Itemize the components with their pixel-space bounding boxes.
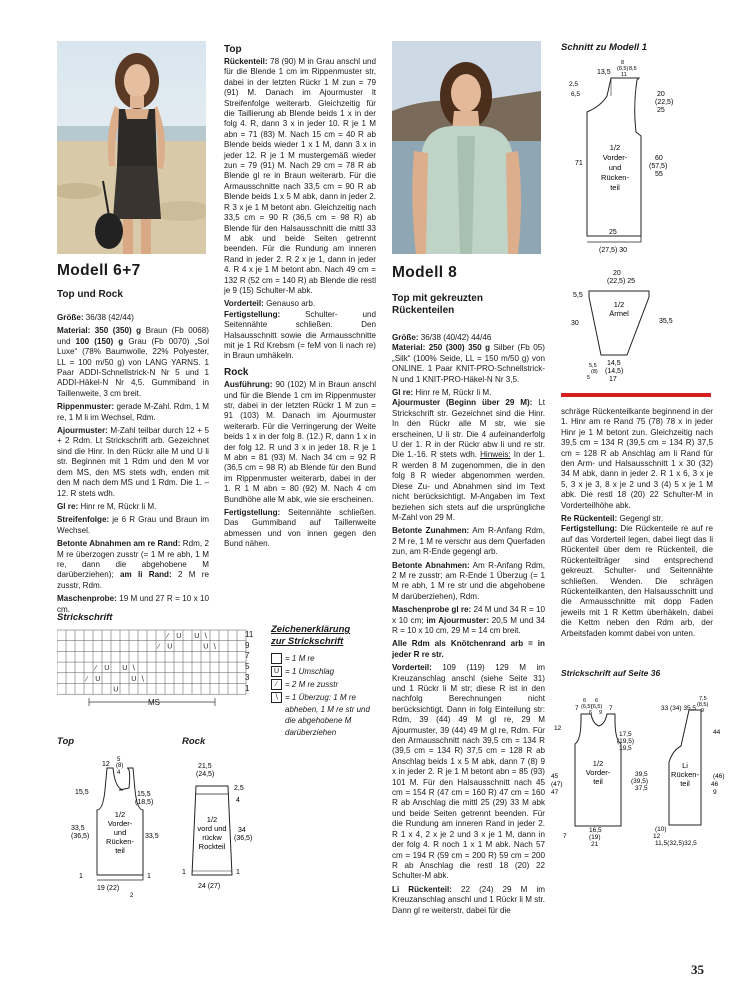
svg-text:7: 7 [609, 705, 613, 712]
rock-dim: 1 [182, 869, 186, 876]
chart-symbol: U [203, 643, 209, 651]
svg-text:(27,5) 30: (27,5) 30 [599, 247, 628, 254]
svg-text:1/2: 1/2 [114, 810, 126, 819]
model-8-photo [392, 41, 541, 254]
legend-item-knit: = 1 M re [271, 653, 381, 664]
top-fertigstellung-paragraph: Fertigstellung: Schulter- und Seitennähte schließen. Den Halsausschnitt sowie die Armausschnitte mit je 1 Rd Krebsm (= feM von li nach re) in Braun umhäkeln. [224, 309, 376, 361]
rock-dim: 2,5 [234, 785, 244, 792]
m8-vorderteil-paragraph: Vorderteil: 109 (119) 129 M im Kreuzanschlag anschl (siehe Seite 31) und 1 Rückr li M str; diese R ist in den nachfolg Berechnungen nicht berücksichtigt. Dann in folg Einteilung str: Rdm, 39 (44) 49 M gl re, 29 M Ajourmuster, 39 (44) 49 M gl re, Rdm. Für den Armausschnitt nach 39,5 cm = 134 R (39,5 cm = 134 R) 37,5 cm = 128 R ab Anschlag beids 1 x 5 M abk, dann 7 (8) 9 x in jeder 2. R je 1 M betont abn = 85 (93) 101 M. Für den Halsausschnitt nach 45 cm = 154 R (47 cm = 160 R) 47 cm = 160 R ab Anschlag die mittl 25 (29) 33 M abk und beide Seiten getrennt beenden. Für die Rundung am inneren Rand in jeder 2. R 1 x 4, 2 x je 2 und 3 x je 1 M, dann in der folg 4. R noch 1 x 1 M abk. Nach 57 cm = 194 R (59 cm = 200 R) 59 cm = 200 R ab Anschlag die restl 18 (20) 22 Schulter-M abk. [392, 663, 545, 881]
top-dim: 4 [117, 770, 121, 776]
svg-text:7: 7 [575, 705, 579, 712]
m8-groesse-paragraph: Größe: 36/38 (40/42) 44/46 [392, 333, 492, 342]
m8-material-paragraph: Material: 250 (300) 350 g Silber (Fb 05) „Silk“ (100% Seide, LL = 150 m/50 g) von ONLINE. 1 Paar KNIT-PRO-Schnellstrick-N und 1 KNIT-PRO-Häkel-N Nr 3,5. [392, 343, 545, 384]
svg-text:71: 71 [575, 160, 583, 167]
svg-text:25: 25 [657, 107, 665, 114]
chart-symbol: U [113, 686, 119, 694]
svg-text:(10): (10) [655, 826, 667, 833]
svg-text:17,5: 17,5 [619, 731, 632, 738]
m8-glre-paragraph: Gl re: Hinr re M, Rückr li M. [392, 388, 492, 398]
svg-text:teil: teil [680, 779, 690, 788]
svg-text:8,5: 8,5 [629, 66, 637, 72]
model-6-7-subtitle: Top und Rock [57, 289, 123, 300]
svg-text:12: 12 [653, 833, 661, 840]
svg-text:(22,5) 25: (22,5) 25 [607, 278, 636, 285]
top-dim: (8) [116, 763, 124, 769]
svg-text:(19,5): (19,5) [617, 738, 634, 745]
chart-symbol: ∖ [131, 665, 136, 673]
svg-text:rückw: rückw [202, 833, 222, 842]
strick8-title: Strickschrift auf Seite 36 [561, 668, 661, 678]
chart-symbol: ∕ [95, 665, 97, 673]
chart-symbol: ∖ [140, 675, 145, 683]
model-8-subtitle: Top mit gekreuzten Rückenteilen [392, 293, 483, 316]
svg-text:17: 17 [609, 376, 617, 383]
groesse-paragraph: Größe: 36/38 (42/44) [57, 313, 134, 322]
svg-text:(8,5): (8,5) [697, 702, 709, 708]
svg-text:46: 46 [711, 781, 719, 788]
model-6-7-photo [57, 41, 206, 254]
svg-text:2,5: 2,5 [569, 81, 579, 88]
svg-text:8: 8 [621, 60, 625, 66]
svg-text:35,5: 35,5 [659, 318, 673, 325]
svg-text:1/2: 1/2 [592, 759, 604, 768]
svg-text:(14,5): (14,5) [605, 368, 624, 375]
svg-text:44: 44 [713, 729, 721, 736]
top-dim: (36,5) [71, 833, 90, 840]
left-text-column [57, 313, 209, 618]
m8-re-rueckenteil-paragraph: Re Rückenteil: Gegengl str. [561, 514, 664, 524]
svg-text:1/2: 1/2 [609, 143, 621, 152]
top-rueckenteil-paragraph: Rückenteil: 78 (90) M in Grau anschl und für die Blende 1 cm im Rippenmuster str, dabei in der letzten Rückr 1 M zun = 79 (91) M. Danach im Ajourmuster lt Streifenfolge weiterarb. Gleichzeitig für die Taillierung ab Blende beids 1 x in der folg 4. R, dann 3 x in jeder 10. R je 1 M abn = 71 (83) M. Nach 15 cm = 40 R ab Blende beids wieder 1 x 1 M, dann 3 x in jeder 12. R je 1 M mustergemäß wieder zun = 79 (91) M. Nach 29 cm = 78 R ab Blende gl re in Braun weiterarb. Für die Armausschnitte nach 33,5 cm = 90 R ab Blende beids 1 x 5 M abk, dann in jeder 2. R 3 x je 1 M betont abn. Gleichzeitig nach 33,5 cm = 90 R (36,5 cm = 98 R) ab Blende für den Halsausschnitt die mittl 33 M abk und beide Seiten getrennt beenden. Für die Rundung am inneren Rand in jeder 2. R 2 x je 1, dann in jeder 4. R 4 x je 1 M betont abn. Nach 49 cm = 132 R (52 cm = 140 R) ab Blende die restl je 9 (15) Schulter-M abk. [224, 57, 376, 295]
rock-schnitt-title: Rock [182, 736, 206, 747]
svg-text:19,5: 19,5 [619, 745, 632, 752]
chart-symbol: ∕ [86, 675, 88, 683]
schnitt-modell-1-title: Schnitt zu Modell 1 [561, 42, 648, 53]
chart-symbol: U [104, 665, 110, 673]
chart-symbol: ∖ [203, 633, 208, 640]
legend-item-yarnover: U = 1 Umschlag [271, 666, 381, 677]
svg-text:20: 20 [657, 91, 665, 98]
svg-text:5: 5 [587, 375, 591, 381]
svg-text:47: 47 [551, 789, 559, 796]
modell-8-schnitt-diagram [551, 690, 731, 855]
svg-text:(6,5): (6,5) [591, 704, 603, 710]
svg-text:Rücken-: Rücken- [601, 173, 629, 182]
strickschrift-title: Strickschrift [57, 612, 113, 623]
m8-maschenprobe-paragraph: Maschenprobe gl re: 24 M und 34 R = 10 x 10 cm; im Ajourmuster: 20,5 M und 34 R = 10 x 10 cm, 29 M = 14 cm breit. [392, 605, 545, 635]
schnitt-modell-1-body-diagram [561, 56, 711, 256]
svg-text:Rockteil: Rockteil [198, 842, 226, 851]
legend-item-k2tog: ∕ = 2 M re zusstr [271, 679, 381, 690]
row-number: 9 [245, 640, 250, 650]
rippenmuster-paragraph: Rippenmuster: gerade M-Zahl. Rdm, 1 M re, 1 M li im Wechsel, Rdm. [57, 402, 209, 422]
svg-text:5,5: 5,5 [589, 363, 597, 369]
svg-text:9: 9 [713, 789, 717, 796]
svg-text:und: und [608, 163, 622, 172]
svg-text:1/2: 1/2 [206, 815, 218, 824]
top-dim: 15,5 [137, 791, 151, 798]
legend [271, 653, 381, 738]
maschenprobe-paragraph: Maschenprobe: 19 M und 27 R = 10 x 10 cm. [57, 594, 209, 614]
row-number: 7 [245, 651, 250, 661]
chart-symbol: U [167, 643, 173, 651]
svg-text:12: 12 [554, 725, 562, 732]
streifenfolge-paragraph: Streifenfolge: je 6 R Grau und Braun im Wechsel. [57, 515, 209, 535]
glre-paragraph: Gl re: Hinr re M, Rückr li M. [57, 501, 157, 511]
svg-text:1/2: 1/2 [613, 300, 625, 309]
legend-item-ueberzug: ∖ = 1 Überzug: 1 M re abheben, 1 M re str und die abgehobene M darüberziehen [271, 692, 381, 738]
row-number: 11 [245, 630, 254, 639]
chart-symbol: ∖ [212, 643, 217, 651]
m8-betonte-abnahmen-paragraph: Betonte Abnahmen: Am R-Anfang Rdm, 2 M re zusstr; am R-Ende 1 Überzug (= 1 M re abh, 1 M re str und die abgehobene M darüberziehen), Rdm. [392, 560, 545, 601]
top-dim: 33,5 [71, 825, 85, 832]
top-dim: (18,5) [135, 799, 154, 806]
svg-text:13,5: 13,5 [597, 69, 611, 76]
chart-symbol: U [131, 675, 137, 683]
svg-text:(8): (8) [591, 369, 598, 375]
page-number: 35 [691, 962, 704, 977]
svg-text:teil: teil [115, 846, 125, 855]
rock-dim: (24,5) [196, 771, 215, 778]
legend-title: Zeichenerklärung zur Strickschrift [271, 624, 351, 647]
rock-dim: (36,5) [234, 835, 253, 842]
strickschrift-row-numbers [245, 630, 253, 694]
accent-divider [561, 393, 711, 397]
svg-text:Vorder-: Vorder- [602, 153, 628, 162]
k2tog-symbol-icon: ∕ [271, 679, 282, 690]
m8-continuation-paragraph: schräge Rückenteilkante beginnend in der 1. Hinr am re Rand 75 (78) 78 x in jeder Hinr je 1 M betont zun. Gleichzeitig nach 39,5 cm = 134 R (39,5 cm = 134 R) 37,5 cm = 128 R ab Anschlag am li Rand für den Arm- und Halsausschnitt 1 x 30 (32) 34 M abk, dann in jeder 2. R 1 x 6, 3 x je 5, 3 x je 3, 8 x je 2 und 3 (4) 5 x je 1 M abk. Die restl 18 (20) 22 Schulter-M in Vorderteilhöhe abk. [561, 407, 713, 510]
strickschrift-ms-label: MS [148, 698, 160, 707]
svg-text:30: 30 [571, 320, 579, 327]
svg-text:(19): (19) [589, 834, 601, 841]
svg-text:Li: Li [682, 761, 688, 770]
modell-8-text-column [392, 333, 545, 919]
svg-text:7,5: 7,5 [699, 696, 707, 702]
betonte-abnahmen-paragraph: Betonte Abnahmen am re Rand: Rdm, 2 M re überzogen zusstr (= 1 M re abh, 1 M re, dann die abgehobene M darüberziehen); am li Rand: 2 M re zusstr, Rdm. [57, 539, 210, 590]
svg-text:21: 21 [591, 841, 599, 848]
svg-text:teil: teil [593, 777, 603, 786]
svg-text:39,5: 39,5 [635, 771, 648, 778]
top-dim: 1 [79, 873, 83, 880]
chart-symbol: ∕ [167, 633, 169, 640]
svg-text:vord und: vord und [197, 824, 227, 833]
svg-text:Rücken-: Rücken- [106, 837, 134, 846]
svg-text:Vorder-: Vorder- [585, 768, 611, 777]
svg-text:6: 6 [595, 698, 599, 704]
svg-text:20: 20 [613, 270, 621, 277]
svg-text:teil: teil [610, 183, 620, 192]
chart-symbol: U [95, 675, 101, 683]
rock-dim: 24 (27) [198, 883, 221, 890]
middle-text-column [224, 57, 376, 553]
row-number: 3 [245, 672, 250, 682]
svg-text:45: 45 [551, 773, 559, 780]
top-vorderteil-paragraph: Vorderteil: Genauso arb. [224, 299, 316, 309]
m8-li-rueckenteil-paragraph: Li Rückenteil: 22 (24) 29 M im Kreuzanschlag anschl und 1 Rückr li M str. Dann gl re weiterstr, dabei für die [392, 884, 545, 915]
svg-text:33 (34) 35,5: 33 (34) 35,5 [661, 705, 697, 712]
svg-text:Vorder-: Vorder- [107, 819, 133, 828]
rock-schnitt-diagram [182, 760, 272, 890]
top-dim: 33,5 [145, 833, 159, 840]
ajourmuster-paragraph: Ajourmuster: M-Zahl teilbar durch 12 + 5 + 2 Rdm. Lt Strickschrift arb. Gezeichnet sind die Hinr. In den Rückr alle M und U li str. Beginnen mit 1 Rdm und den M vor dem MS, den MS stets wdh, enden mit den M nach dem MS und 1 Rdm. Die 1. – 12. R stets wdh. [57, 426, 209, 498]
svg-text:14,5: 14,5 [607, 360, 621, 367]
top-dim: 5 [117, 757, 121, 763]
rock-dim: 21,5 [198, 763, 212, 770]
m8-fertigstellung-paragraph: Fertigstellung: Die Rückenteile re auf re auf das Vorderteil legen, dabei liegt das li Rückenteil über dem re Rückenteil, die Rückenteilträger sind entsprechend gekreuzt. Schulter- und Seitennähte schließen. Wenden. Die schrägen Rückenteilkanten, den Halsausschnitt und die Armausschnitte mit dopp Faden jeweils mit 1 R Kettm überhäkeln, dabei die Kettm neben den Rdm arb, der Arbeitsfaden kommt dabei von unten. [561, 524, 713, 638]
svg-text:9: 9 [599, 710, 603, 716]
svg-text:6,5: 6,5 [571, 91, 581, 98]
svg-text:55: 55 [655, 171, 663, 178]
svg-text:(47): (47) [551, 781, 563, 788]
svg-text:(46): (46) [713, 773, 725, 780]
svg-text:25: 25 [609, 229, 617, 236]
material-paragraph: Material: 350 (350) g Braun (Fb 0068) und 100 (150) g Grau (Fb 0070) „Sol Luxe“ (78% Baumwolle, 22% Polyester, LL = 100 m/50 g) von LANG YARNS. 1 Paar ADDI-Schnellstrick-N Nr 5 und 1 ADDI-Häkel-N Nr 4,5. Gummiband in Taillenweite, 3 cm breit. [57, 326, 209, 398]
chart-symbol: U [194, 633, 200, 640]
m8-rdm-paragraph: Alle Rdm als Knötchenrand arb = in jeder R re str. [392, 639, 545, 659]
model-8-title: Modell 8 [392, 264, 458, 281]
yarnover-symbol-icon: U [271, 666, 282, 677]
svg-text:6: 6 [589, 710, 593, 716]
svg-text:60: 60 [655, 155, 663, 162]
top-dim: 15,5 [75, 789, 89, 796]
svg-text:11: 11 [621, 72, 627, 78]
svg-text:Ärmel: Ärmel [609, 309, 629, 318]
svg-text:11,5(32,5)32,5: 11,5(32,5)32,5 [655, 840, 697, 847]
row-number: 1 [245, 683, 250, 693]
knit-symbol-icon [271, 653, 282, 664]
rock-fertigstellung-paragraph: Fertigstellung: Seitennähte schließen. Das Gummiband auf Taillenweite abmessen und von innen gegen den Bund nähen. [224, 508, 376, 549]
svg-text:(57,5): (57,5) [649, 163, 668, 170]
svg-text:(8,5): (8,5) [617, 66, 629, 72]
svg-text:Rücken-: Rücken- [671, 770, 699, 779]
svg-text:(6,5): (6,5) [581, 704, 593, 710]
svg-text:9: 9 [701, 708, 705, 714]
top-dim: 12 [102, 761, 110, 768]
chart-symbol: U [176, 633, 182, 640]
top-dim: 1 [147, 873, 151, 880]
chart-symbol: ∕ [158, 643, 160, 651]
svg-text:37,5: 37,5 [635, 785, 648, 792]
top-schnitt-title: Top [57, 736, 75, 747]
svg-text:(22,5): (22,5) [655, 99, 674, 106]
top-heading: Top [224, 44, 242, 55]
far-right-text-column [561, 407, 713, 642]
svg-text:7: 7 [563, 833, 567, 840]
rock-dim: 34 [238, 827, 246, 834]
schnitt-modell-1-arm-diagram [561, 263, 711, 388]
top-dim: 19 (22) [97, 885, 120, 892]
top-dim: 2 [130, 893, 134, 899]
svg-text:und: und [113, 828, 127, 837]
model-6-7-title: Modell 6+7 [57, 262, 141, 279]
skp-symbol-icon: ∖ [271, 692, 282, 703]
rock-dim: 1 [236, 869, 240, 876]
svg-text:(39,5): (39,5) [631, 778, 648, 785]
top-schnitt-diagram [57, 750, 177, 900]
m8-betonte-zunahmen-paragraph: Betonte Zunahmen: Am R-Anfang Rdm, 2 M re, 1 M re verschr aus dem Querfaden zun, am R-Ende gegengl arb. [392, 526, 545, 557]
rock-heading: Rock [224, 366, 249, 378]
rock-ausfuehrung-paragraph: Ausführung: 90 (102) M in Braun anschl und für die Blende 1 cm im Rippenmuster str, dabei in der letzten Rückr 1 M zun = 91 (103) M. Danach im Ajourmuster weiterarb. Für die Verringerung der Weite beids 1 x in der folg 8. (12.) R, dann 1 x in der folg 12. R und 3 x in jeder 18. R je 1 M abn = 81 (93) M. Nach 34 cm = 92 R (36,5 cm = 98 R) ab Blende für den Bund im Rippenmuster weiterarb, dabei in der 1. R 1 M abn = 80 (92) M. Nach 4 cm Bundhöhe alle M abk, wie sie erscheinen. [224, 380, 376, 504]
svg-text:6: 6 [583, 698, 587, 704]
m8-ajour-paragraph: Ajourmuster (Beginn über 29 M): Lt Strickschrift str. Gezeichnet sind die Hinr. In den Rückr alle M str, wie sie erscheinen, U li str. Die 4 aufeinanderfolg U der 1. R in der Rückr abw li und re str. Die 1.-16. R stets wdh. Hinweis: In der 1. R werden 8 M zugenommen, die in den folg 8 R wieder abgenommen werden. Diese Zu- und Abnahmen sind im Text nicht berücksichtigt. M-Angaben im Text beziehen sich stets auf die ursprüngliche M-Zahl von 29 M. [392, 398, 545, 522]
chart-symbol: U [122, 665, 128, 673]
svg-text:16,5: 16,5 [589, 827, 602, 834]
svg-text:5,5: 5,5 [573, 292, 583, 299]
row-number: 5 [245, 662, 250, 672]
rock-dim: 4 [236, 797, 240, 804]
